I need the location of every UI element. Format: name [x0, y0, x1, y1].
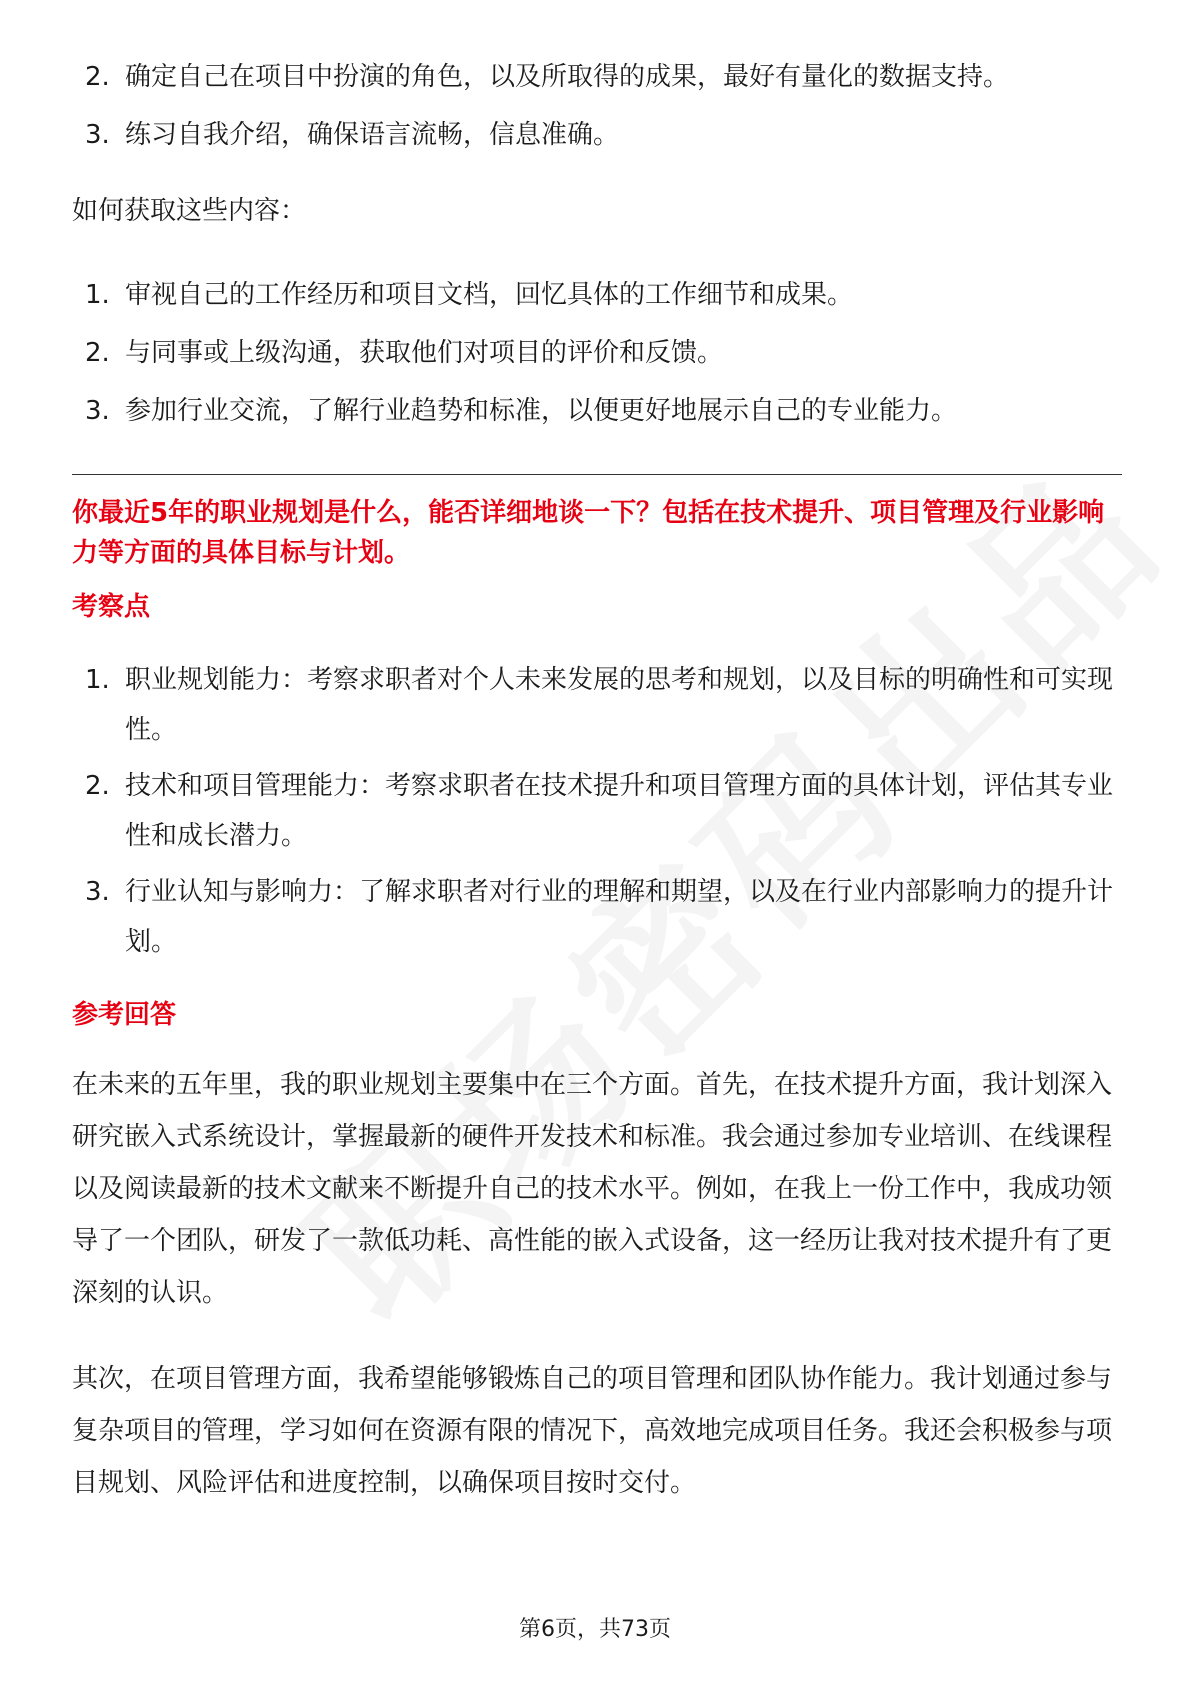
page-content: [72, 48, 1122, 1509]
how-to-get-label: 如何获取这些内容：: [72, 196, 307, 226]
list-text: 行业认知与影响力：了解求职者对行业的理解和期望，以及在行业内部影响力的提升计划。: [125, 877, 1114, 957]
list-number: 3.: [85, 877, 110, 907]
list-number: 2.: [85, 338, 110, 368]
list-item: [72, 266, 1122, 324]
list-number: 2.: [85, 62, 110, 92]
section-divider: [72, 474, 1122, 475]
list-text: 审视自己的工作经历和项目文档，回忆具体的工作细节和成果。: [125, 280, 854, 310]
answer-paragraph: 在未来的五年里，我的职业规划主要集中在三个方面。首先，在技术提升方面，我计划深入研究嵌入式系统设计，掌握最新的硬件开发技术和标准。我会通过参加专业培训、在线课程以及阅读最新的技术文献来不断提升自己的技术水平。例如，在我上一份工作中，我成功领导了一个团队，研发了一款低功耗、高性能的嵌入式设备，这一经历让我对技术提升有了更深刻的认识。: [72, 1070, 1113, 1308]
list-item: [72, 655, 1122, 755]
list-item: [72, 761, 1122, 861]
list-text: 技术和项目管理能力：考察求职者在技术提升和项目管理方面的具体计划，评估其专业性和成长潜力。: [125, 771, 1114, 851]
list-item: [72, 106, 1122, 164]
list-number: 3.: [85, 120, 110, 150]
list-number: 3.: [85, 396, 110, 426]
prep-list: [72, 48, 1122, 164]
list-text: 练习自我介绍，确保语言流畅，信息准确。: [125, 120, 620, 150]
list-number: 1.: [85, 665, 110, 695]
list-text: 参加行业交流，了解行业趋势和标准，以便更好地展示自己的专业能力。: [125, 396, 958, 426]
list-item: [72, 382, 1122, 440]
points-list: [72, 655, 1122, 967]
answer-heading: 参考回答: [72, 1000, 177, 1030]
page-footer: 第6页，共73页: [519, 1617, 671, 1642]
list-number: 1.: [85, 280, 110, 310]
list-number: 2.: [85, 771, 110, 801]
list-text: 职业规划能力：考察求职者对个人未来发展的思考和规划，以及目标的明确性和可实现性。: [125, 665, 1114, 745]
how-list: [72, 266, 1122, 440]
list-text: 确定自己在项目中扮演的角色，以及所取得的成果，最好有量化的数据支持。: [125, 62, 1010, 92]
list-item: [72, 48, 1122, 106]
points-heading: 考察点: [72, 592, 151, 622]
list-item: [72, 867, 1122, 967]
list-text: 与同事或上级沟通，获取他们对项目的评价和反馈。: [125, 338, 724, 368]
list-item: [72, 324, 1122, 382]
question-title: 你最近5年的职业规划是什么，能否详细地谈一下？包括在技术提升、项目管理及行业影响力等方面的具体目标与计划。: [72, 498, 1105, 568]
answer-paragraph: 其次，在项目管理方面，我希望能够锻炼自己的项目管理和团队协作能力。我计划通过参与复杂项目的管理，学习如何在资源有限的情况下，高效地完成项目任务。我还会积极参与项目规划、风险评估和进度控制，以确保项目按时交付。: [72, 1364, 1113, 1498]
